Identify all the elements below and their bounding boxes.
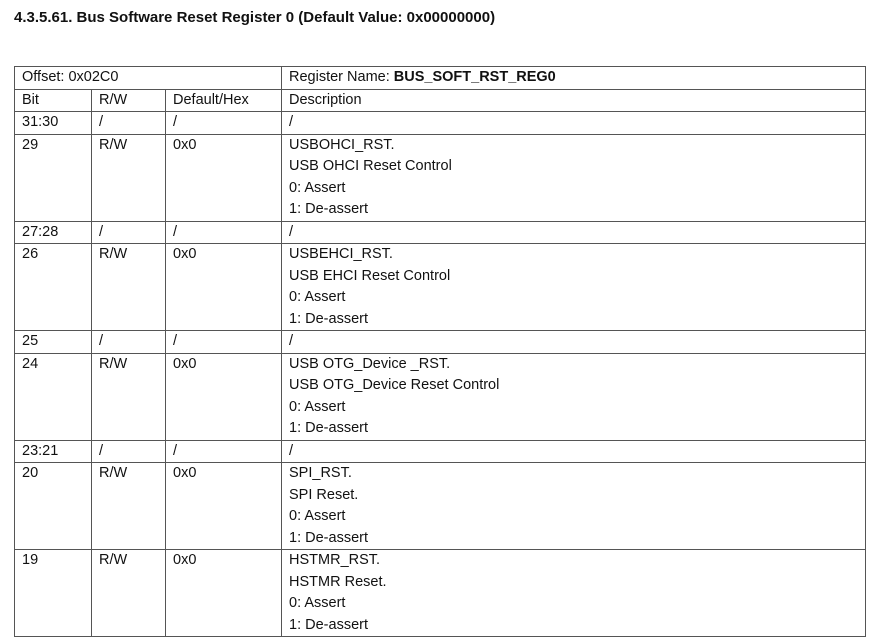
table-row	[15, 331, 866, 354]
rw-cell: R/W	[92, 353, 166, 440]
description-line: /	[289, 114, 294, 130]
table-row	[15, 440, 866, 463]
description-line: USB OTG_Device _RST.	[289, 355, 451, 372]
rw-cell: /	[92, 331, 166, 354]
table-row	[15, 134, 866, 221]
offset-cell: Offset: 0x02C0	[15, 67, 282, 90]
rw-cell: /	[92, 112, 166, 135]
table-row	[15, 463, 866, 550]
default-cell: 0x0	[166, 244, 282, 331]
column-header-row	[15, 89, 866, 112]
description-line: HSTMR Reset.	[289, 573, 387, 590]
rw-cell: R/W	[92, 244, 166, 331]
bit-cell: 23:21	[15, 440, 92, 463]
column-header-rw: R/W	[92, 89, 166, 112]
default-cell: /	[166, 331, 282, 354]
table-row	[15, 550, 866, 637]
description-cell	[282, 112, 866, 135]
bit-cell: 26	[15, 244, 92, 331]
section-title: 4.3.5.61. Bus Software Reset Register 0 (Default Value: 0x00000000)	[14, 9, 496, 26]
bit-cell: 19	[15, 550, 92, 637]
description-line: USB OTG_Device Reset Control	[289, 377, 500, 393]
bit-cell: 20	[15, 463, 92, 550]
table-row	[15, 244, 866, 331]
bit-cell: 25	[15, 331, 92, 354]
description-line: 0: Assert	[289, 289, 346, 305]
description-line: 1: De-assert	[289, 201, 368, 217]
description-line: 1: De-assert	[289, 310, 368, 327]
register-header-row	[15, 67, 866, 90]
default-cell: /	[166, 440, 282, 463]
table-row	[15, 112, 866, 135]
description-line: /	[289, 442, 294, 459]
rw-cell: R/W	[92, 134, 166, 221]
column-header-bit: Bit	[15, 89, 92, 112]
table-row	[15, 353, 866, 440]
description-line: USB OHCI Reset Control	[289, 158, 452, 174]
description-line: USBOHCI_RST.	[289, 136, 395, 153]
default-cell: /	[166, 112, 282, 135]
description-line: 1: De-assert	[289, 420, 368, 436]
register-name-value: BUS_SOFT_RST_REG0	[393, 69, 556, 85]
description-line: /	[289, 223, 294, 240]
description-cell	[282, 331, 866, 354]
description-cell	[282, 244, 866, 331]
description-line: 0: Assert	[289, 508, 346, 524]
rw-cell: R/W	[92, 463, 166, 550]
default-cell: 0x0	[166, 134, 282, 221]
bit-cell: 24	[15, 353, 92, 440]
register-name-cell	[282, 67, 866, 90]
description-cell	[282, 353, 866, 440]
description-cell	[282, 134, 866, 221]
bit-cell: 27:28	[15, 221, 92, 244]
description-line: SPI_RST.	[289, 465, 352, 481]
rw-cell: /	[92, 221, 166, 244]
register-table	[14, 66, 866, 637]
bit-cell: 29	[15, 134, 92, 221]
register-name-label: Register Name:	[289, 69, 394, 85]
column-header-default: Default/Hex	[166, 89, 282, 112]
description-line: 1: De-assert	[289, 529, 368, 546]
description-line: USB EHCI Reset Control	[289, 267, 451, 284]
description-line: 1: De-assert	[289, 616, 368, 633]
default-cell: 0x0	[166, 550, 282, 637]
column-header-description: Description	[282, 89, 866, 112]
description-cell	[282, 440, 866, 463]
default-cell: 0x0	[166, 353, 282, 440]
description-line: /	[289, 333, 294, 349]
description-line: USBEHCI_RST.	[289, 246, 393, 262]
bit-cell: 31:30	[15, 112, 92, 135]
description-line: 0: Assert	[289, 179, 346, 196]
rw-cell: R/W	[92, 550, 166, 637]
description-cell	[282, 550, 866, 637]
description-line: 0: Assert	[289, 595, 346, 611]
table-row	[15, 221, 866, 244]
default-cell: /	[166, 221, 282, 244]
description-line: SPI Reset.	[289, 486, 359, 503]
description-line: HSTMR_RST.	[289, 552, 381, 568]
default-cell: 0x0	[166, 463, 282, 550]
description-cell	[282, 463, 866, 550]
rw-cell: /	[92, 440, 166, 463]
description-line: 0: Assert	[289, 398, 346, 415]
description-cell	[282, 221, 866, 244]
